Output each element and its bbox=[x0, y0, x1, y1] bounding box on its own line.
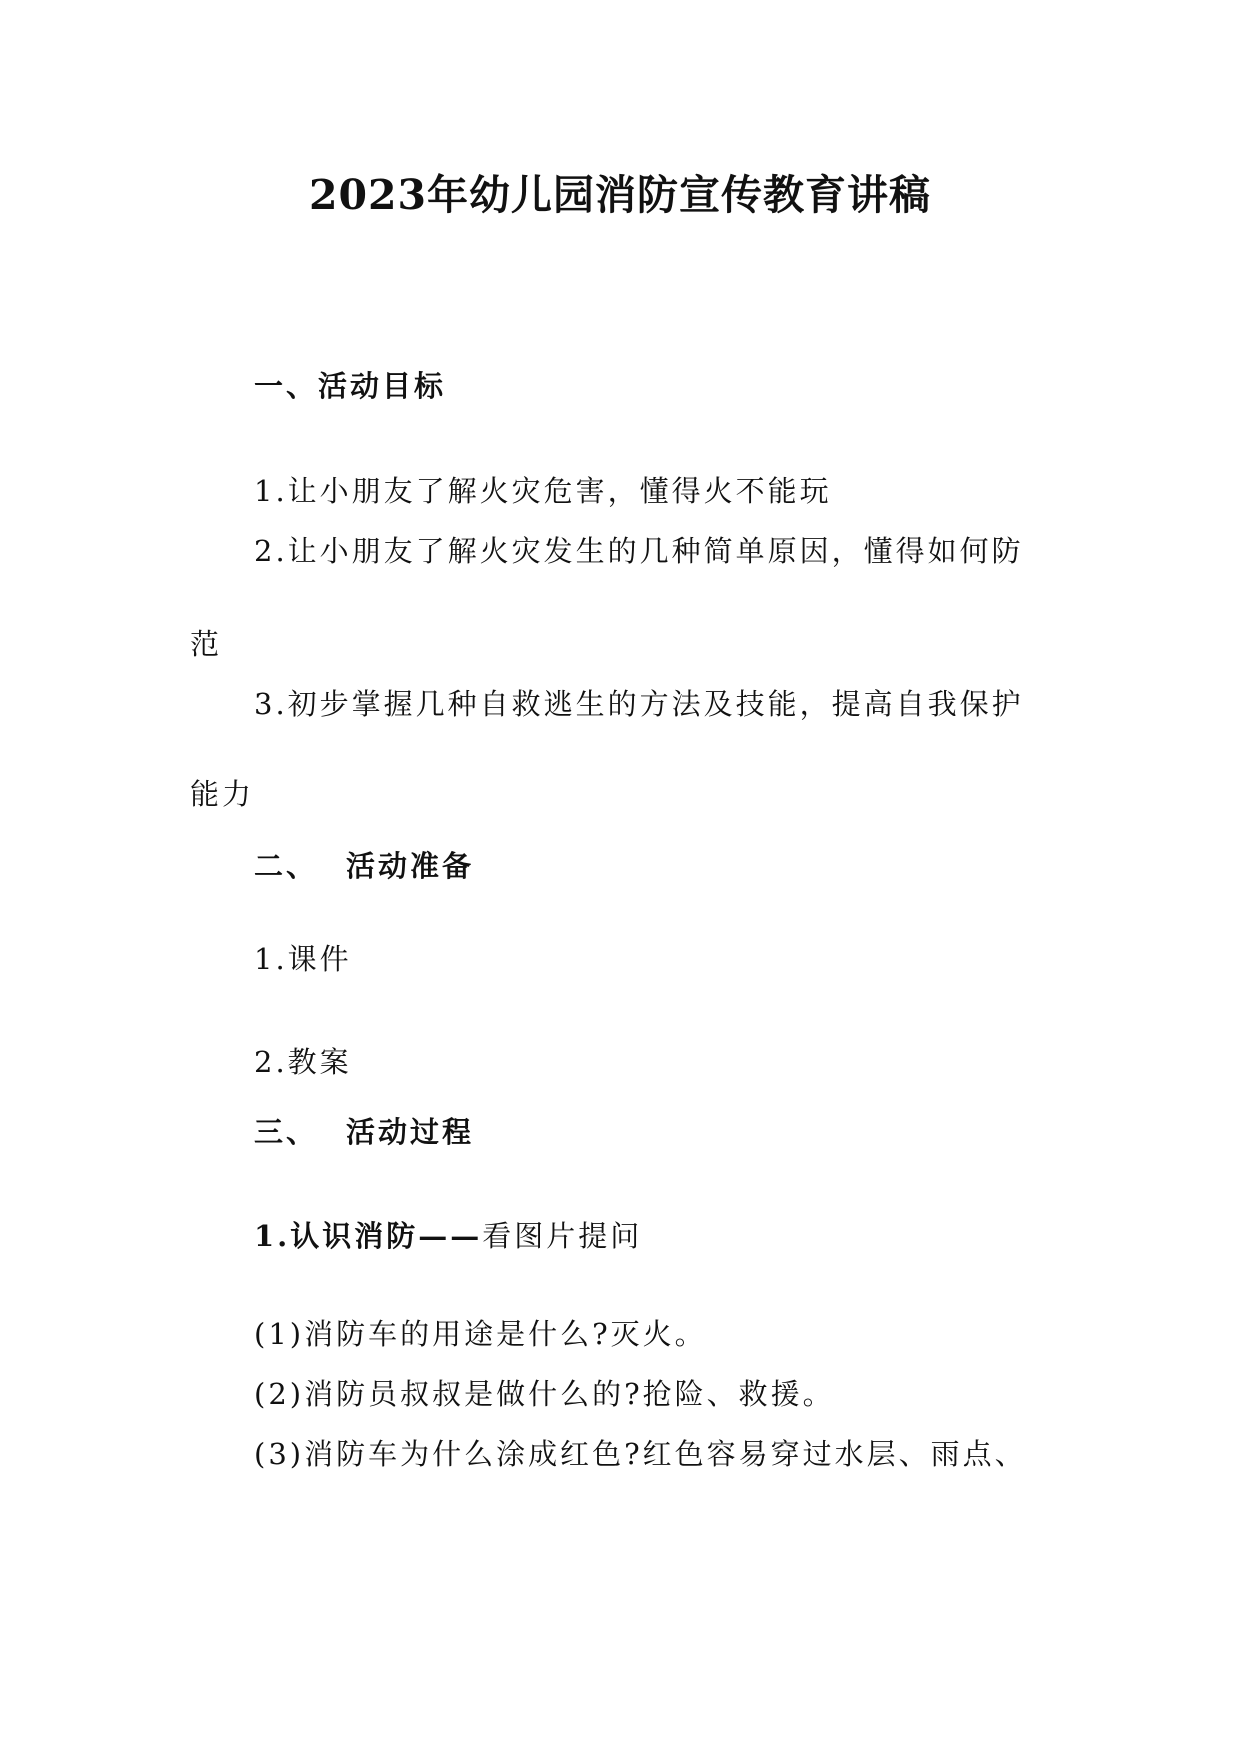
goal-item-3: 3.初步掌握几种自救逃生的方法及技能，提高自我保护 bbox=[254, 687, 1024, 721]
preparation-item-1: 1.课件 bbox=[254, 942, 352, 976]
section-number: 二、 bbox=[254, 849, 319, 883]
question-item-1: (1)消防车的用途是什么?灭火。 bbox=[254, 1317, 707, 1351]
preparation-item-2: 2.教案 bbox=[254, 1045, 352, 1079]
section-number: 三、 bbox=[254, 1115, 319, 1149]
goal-item-2: 2.让小朋友了解火灾发生的几种简单原因，懂得如何防 bbox=[254, 534, 1024, 568]
section-heading-goals: 一、活动目标 bbox=[254, 369, 447, 403]
document-title: 2023年幼儿园消防宣传教育讲稿 bbox=[308, 171, 932, 219]
question-item-3: (3)消防车为什么涂成红色?红色容易穿过水层、雨点、 bbox=[254, 1437, 1027, 1471]
subheading-rest: 看图片提问 bbox=[482, 1219, 643, 1253]
section-heading-preparation bbox=[254, 849, 475, 883]
subheading-recognize-fire bbox=[254, 1219, 643, 1253]
section-title: 活动准备 bbox=[346, 849, 475, 883]
goal-item-2-continuation: 范 bbox=[190, 627, 223, 661]
subheading-bold: 1.认识消防—— bbox=[254, 1219, 483, 1253]
goal-item-3-continuation: 能力 bbox=[190, 777, 255, 811]
goal-item-1: 1.让小朋友了解火灾危害，懂得火不能玩 bbox=[254, 474, 832, 508]
question-item-2: (2)消防员叔叔是做什么的?抢险、救援。 bbox=[254, 1377, 835, 1411]
section-heading-process bbox=[254, 1115, 475, 1149]
section-title: 活动过程 bbox=[346, 1115, 475, 1149]
